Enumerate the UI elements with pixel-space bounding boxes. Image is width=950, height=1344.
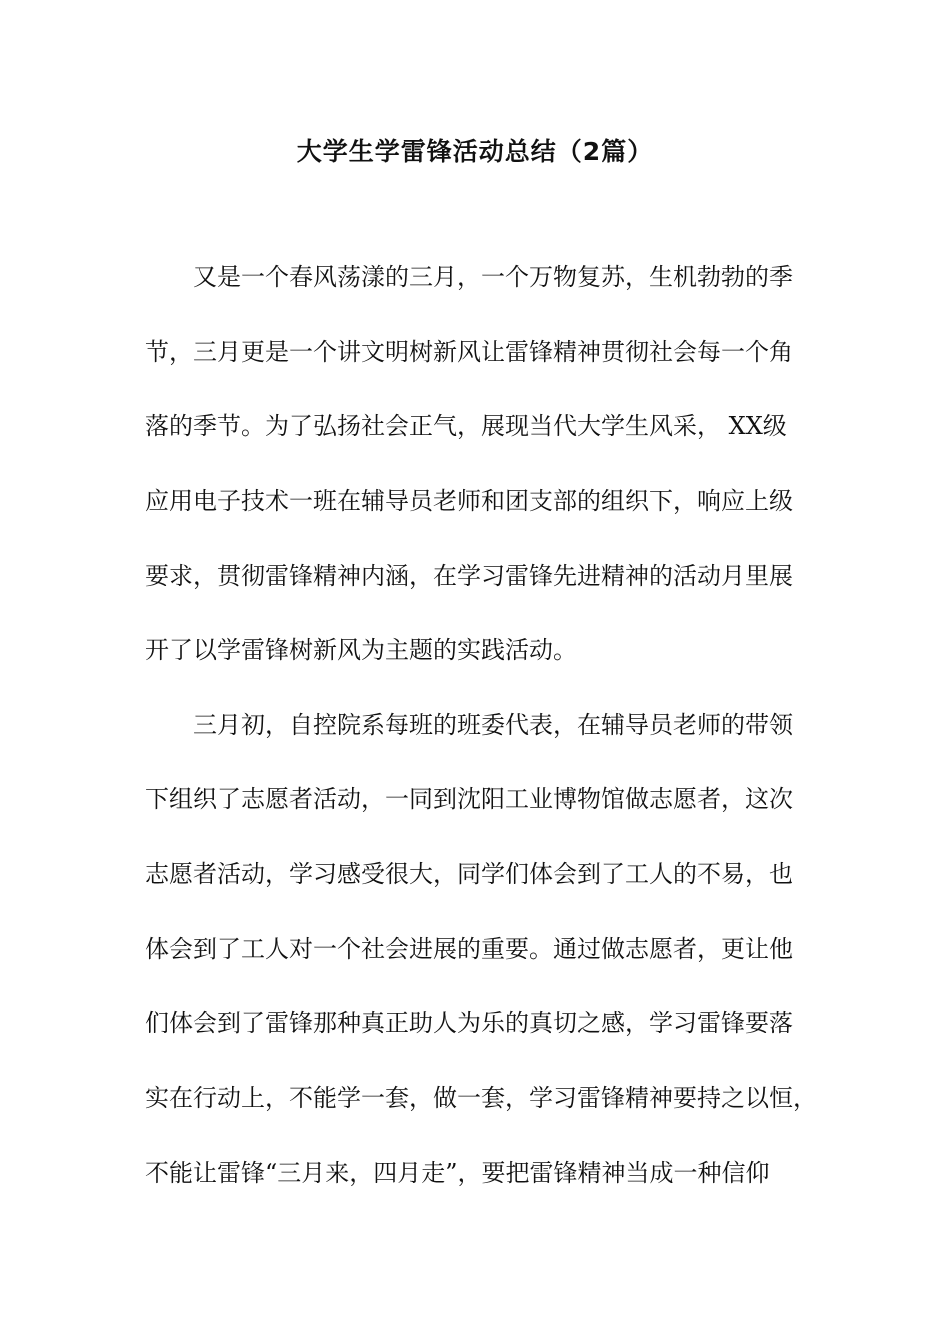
paragraph-line: 志愿者活动，学习感受很大，同学们体会到了工人的不易，也 xyxy=(145,860,793,888)
paragraph-line: 节，三月更是一个讲文明树新风让雷锋精神贯彻社会每一个角 xyxy=(145,338,793,366)
paragraph-line: 又是一个春风荡漾的三月，一个万物复苏，生机勃勃的季 xyxy=(193,263,793,291)
paragraph-line: 实在行动上，不能学一套，做一套，学习雷锋精神要持之以恒， xyxy=(145,1084,817,1112)
paragraph-line: 们体会到了雷锋那种真正助人为乐的真切之感，学习雷锋要落 xyxy=(145,1009,793,1037)
paragraph-line: 三月初，自控院系每班的班委代表，在辅导员老师的带领 xyxy=(193,711,793,739)
document-title: 大学生学雷锋活动总结（2篇） xyxy=(296,137,654,166)
paragraph-line: 落的季节。为了弘扬社会正气，展现当代大学生风采， XX级 xyxy=(145,412,787,440)
paragraph-line: 体会到了工人对一个社会进展的重要。通过做志愿者，更让他 xyxy=(145,935,793,963)
paragraph-line: 开了以学雷锋树新风为主题的实践活动。 xyxy=(145,636,577,664)
paragraph-line: 应用电子技术一班在辅导员老师和团支部的组织下，响应上级 xyxy=(145,487,793,515)
paragraph-line: 不能让雷锋“三月来，四月走”，要把雷锋精神当成一种信仰 xyxy=(145,1159,770,1187)
paragraph-line: 下组织了志愿者活动，一同到沈阳工业博物馆做志愿者，这次 xyxy=(145,785,793,813)
paragraph-line: 要求，贯彻雷锋精神内涵，在学习雷锋先进精神的活动月里展 xyxy=(145,562,793,590)
